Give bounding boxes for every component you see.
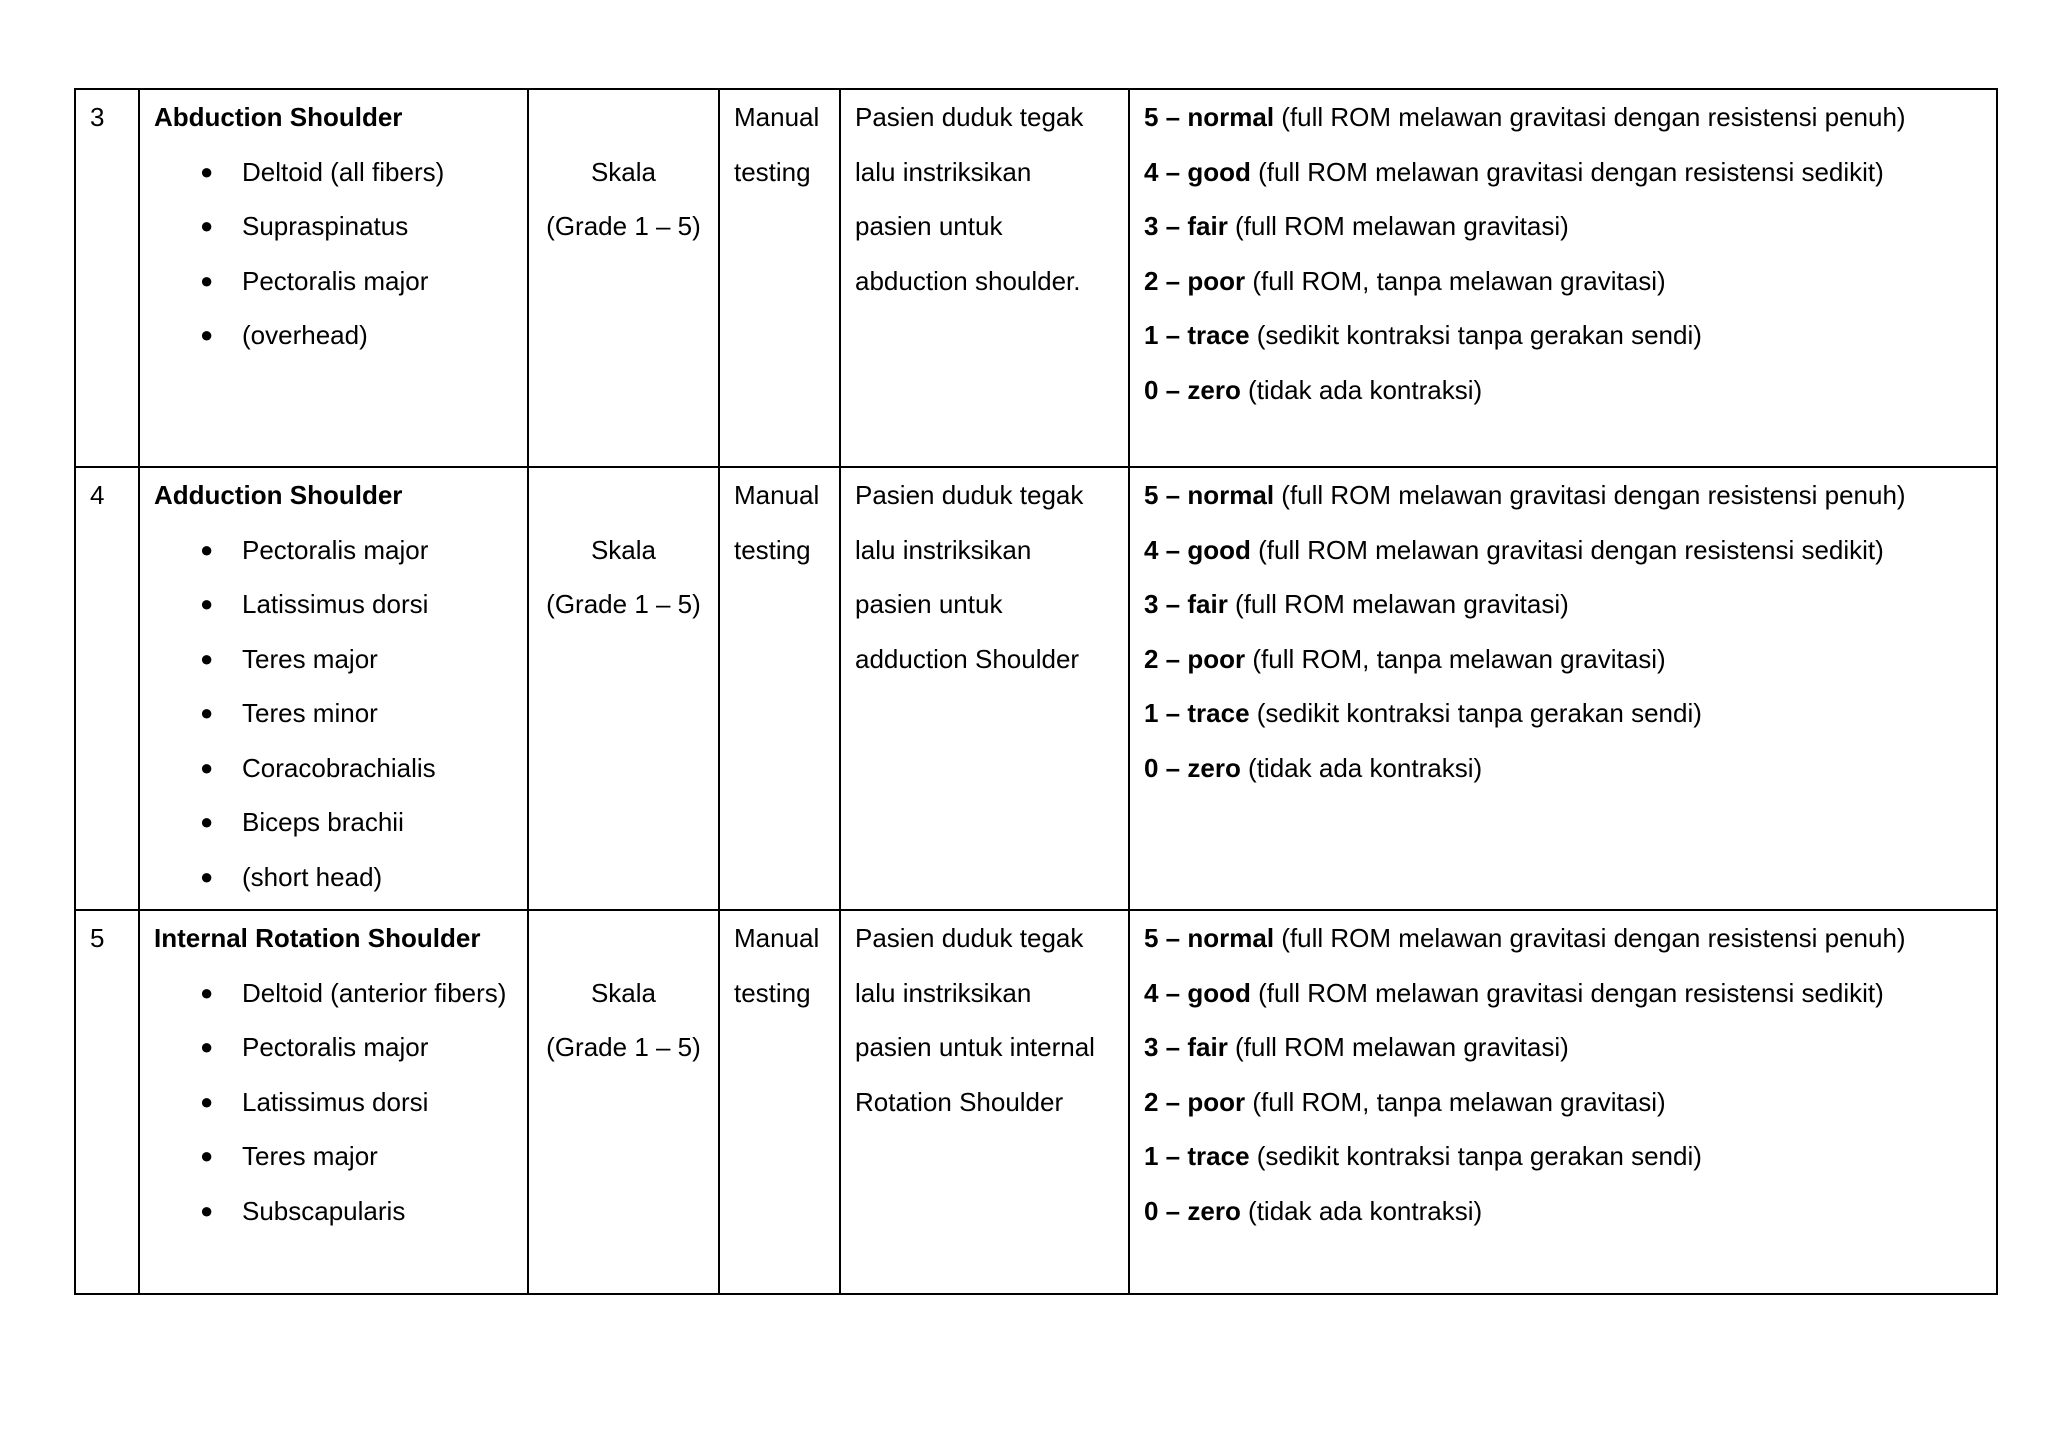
grade-line — [1144, 632, 1996, 687]
procedure-text: lalu instriksikan — [855, 156, 1032, 187]
grade-description: (full ROM melawan gravitasi) — [1227, 211, 1569, 241]
scale-text: (Grade 1 – 5) — [546, 589, 701, 619]
scale-cell — [528, 89, 719, 467]
scale-cell — [528, 910, 719, 1294]
muscle-list-item — [154, 1075, 527, 1130]
grade-line — [1144, 1184, 1996, 1239]
procedure-cell — [840, 467, 1129, 910]
procedure-text: lalu instriksikan — [855, 977, 1032, 1008]
scale-text: (Grade 1 – 5) — [546, 211, 701, 241]
table-row — [75, 89, 1997, 467]
movement-cell — [139, 467, 528, 910]
grade-label: 0 – zero — [1144, 752, 1241, 783]
tool-text: Manual — [734, 480, 820, 510]
grade-description: (full ROM melawan gravitasi dengan resistensi penuh) — [1274, 923, 1906, 953]
muscle-list-item — [154, 850, 527, 905]
tool-text: testing — [734, 534, 811, 565]
grade-label: 3 – fair — [1144, 211, 1228, 241]
muscle-name: Coracobrachialis — [242, 752, 436, 783]
bullet-icon: ● — [200, 809, 214, 834]
muscle-name: (short head) — [242, 861, 383, 892]
bullet-icon: ● — [200, 645, 214, 671]
procedure-cell — [840, 89, 1129, 467]
bullet-icon: ● — [200, 1088, 214, 1114]
table-row — [75, 467, 1997, 910]
grade-label: 5 – normal — [1144, 102, 1275, 132]
tool-cell — [719, 89, 840, 467]
bullet-icon: ● — [200, 754, 214, 780]
grade-description: (full ROM melawan gravitasi dengan resistensi sedikit) — [1250, 534, 1884, 565]
grades-cell — [1129, 910, 1997, 1294]
grade-description: (full ROM melawan gravitasi dengan resistensi penuh) — [1274, 480, 1906, 510]
grade-description: (full ROM melawan gravitasi dengan resistensi sedikit) — [1250, 977, 1884, 1008]
grade-label: 5 – normal — [1144, 480, 1275, 510]
movement-cell — [139, 89, 528, 467]
grade-line — [1144, 145, 1996, 200]
spacer — [529, 468, 718, 523]
grade-label: 2 – poor — [1144, 265, 1246, 296]
muscle-list-item — [154, 199, 527, 254]
muscle-list-item — [154, 741, 527, 796]
tool-cell — [719, 910, 840, 1294]
row-number-cell — [75, 467, 139, 910]
grade-line — [1144, 468, 1996, 523]
grade-line — [1144, 911, 1996, 966]
grade-description: (sedikit kontraksi tanpa gerakan sendi) — [1249, 320, 1702, 350]
row-number: 4 — [90, 480, 105, 510]
movement-title: Internal Rotation Shoulder — [154, 923, 481, 953]
grade-label: 1 – trace — [1144, 320, 1250, 350]
scale-text: Skala — [590, 156, 657, 187]
grade-label: 1 – trace — [1144, 698, 1250, 728]
grade-line — [1144, 1020, 1996, 1075]
procedure-text: Rotation Shoulder — [855, 1086, 1064, 1117]
grade-line — [1144, 686, 1996, 741]
muscle-name: Pectoralis major — [242, 265, 429, 296]
grade-label: 5 – normal — [1144, 923, 1275, 953]
bullet-icon: ● — [200, 591, 214, 616]
muscle-list — [154, 523, 527, 905]
row-number: 3 — [90, 102, 105, 132]
grade-line — [1144, 1129, 1996, 1184]
procedure-text: lalu instriksikan — [855, 534, 1032, 565]
grade-label: 3 – fair — [1144, 589, 1228, 619]
grade-line — [1144, 254, 1996, 309]
procedure-text: pasien untuk — [855, 589, 1003, 619]
procedure-text: Pasien duduk tegak — [855, 923, 1084, 953]
spacer — [529, 911, 718, 966]
bullet-icon: ● — [200, 213, 214, 238]
muscle-list-item — [154, 308, 527, 363]
procedure-text: abduction shoulder. — [855, 265, 1081, 296]
muscle-name: Latissimus dorsi — [242, 589, 429, 619]
grade-line — [1144, 308, 1996, 363]
muscle-name: Supraspinatus — [242, 211, 409, 241]
grades-cell — [1129, 89, 1997, 467]
grade-description: (full ROM melawan gravitasi) — [1227, 1032, 1569, 1062]
procedure-text: adduction Shoulder — [855, 643, 1080, 674]
grade-label: 0 – zero — [1144, 1195, 1241, 1226]
procedure-text: pasien untuk internal — [855, 1032, 1095, 1062]
row-number-cell — [75, 910, 139, 1294]
tool-text: testing — [734, 156, 811, 187]
muscle-list-item — [154, 577, 527, 632]
grade-label: 3 – fair — [1144, 1032, 1228, 1062]
scale-text: Skala — [590, 534, 657, 565]
grade-label: 4 – good — [1144, 534, 1251, 565]
grade-label: 0 – zero — [1144, 374, 1241, 405]
muscle-list-item — [154, 632, 527, 687]
bullet-icon: ● — [200, 1197, 214, 1223]
bullet-icon: ● — [200, 267, 214, 293]
movement-cell — [139, 910, 528, 1294]
muscle-name: Deltoid (all fibers) — [242, 156, 445, 187]
muscle-list-item — [154, 254, 527, 309]
grade-description: (full ROM, tanpa melawan gravitasi) — [1245, 265, 1666, 296]
muscle-list — [154, 145, 527, 363]
procedure-text: pasien untuk — [855, 211, 1003, 241]
procedure-text: Pasien duduk tegak — [855, 102, 1084, 132]
muscle-list-item — [154, 523, 527, 578]
muscle-name: Pectoralis major — [242, 1032, 429, 1062]
muscle-list-item — [154, 1184, 527, 1239]
grade-line — [1144, 523, 1996, 578]
muscle-name: (overhead) — [242, 320, 368, 350]
muscle-testing-table — [74, 88, 1998, 1295]
grade-description: (full ROM melawan gravitasi) — [1227, 589, 1569, 619]
bullet-icon: ● — [200, 158, 214, 184]
procedure-text: Pasien duduk tegak — [855, 480, 1084, 510]
bullet-icon: ● — [200, 536, 214, 562]
table-row — [75, 910, 1997, 1294]
tool-text: Manual — [734, 923, 820, 953]
bullet-icon: ● — [200, 322, 214, 347]
row-number: 5 — [90, 923, 105, 953]
muscle-name: Teres major — [242, 1141, 378, 1171]
muscle-name: Deltoid (anterior fibers) — [242, 977, 507, 1008]
muscle-list — [154, 966, 527, 1239]
grade-line — [1144, 199, 1996, 254]
grade-line — [1144, 90, 1996, 145]
procedure-cell — [840, 910, 1129, 1294]
grade-label: 2 – poor — [1144, 643, 1246, 674]
muscle-name: Teres minor — [242, 698, 378, 728]
grade-description: (tidak ada kontraksi) — [1240, 1195, 1483, 1226]
grade-description: (sedikit kontraksi tanpa gerakan sendi) — [1249, 1141, 1702, 1171]
bullet-icon: ● — [200, 1034, 214, 1059]
muscle-list-item — [154, 1129, 527, 1184]
grade-line — [1144, 577, 1996, 632]
grade-label: 2 – poor — [1144, 1086, 1246, 1117]
grade-label: 4 – good — [1144, 156, 1251, 187]
grade-line — [1144, 741, 1996, 796]
bullet-icon: ● — [200, 863, 214, 889]
tool-text: Manual — [734, 102, 820, 132]
muscle-list-item — [154, 795, 527, 850]
muscle-name: Latissimus dorsi — [242, 1086, 429, 1117]
grade-description: (tidak ada kontraksi) — [1240, 374, 1483, 405]
grade-label: 4 – good — [1144, 977, 1251, 1008]
scale-text: (Grade 1 – 5) — [546, 1032, 701, 1062]
tool-text: testing — [734, 977, 811, 1008]
movement-title: Adduction Shoulder — [154, 480, 403, 510]
grade-line — [1144, 1075, 1996, 1130]
muscle-list-item — [154, 1020, 527, 1075]
muscle-name: Biceps brachii — [242, 807, 404, 837]
muscle-list-item — [154, 966, 527, 1021]
muscle-list-item — [154, 686, 527, 741]
grades-cell — [1129, 467, 1997, 910]
bullet-icon: ● — [200, 979, 214, 1005]
spacer — [529, 90, 718, 145]
tool-cell — [719, 467, 840, 910]
bullet-icon: ● — [200, 700, 214, 725]
row-number-cell — [75, 89, 139, 467]
grade-description: (full ROM, tanpa melawan gravitasi) — [1245, 1086, 1666, 1117]
grade-line — [1144, 363, 1996, 418]
muscle-name: Pectoralis major — [242, 534, 429, 565]
grade-line — [1144, 966, 1996, 1021]
movement-title: Abduction Shoulder — [154, 102, 403, 132]
muscle-name: Teres major — [242, 643, 378, 674]
scale-cell — [528, 467, 719, 910]
grade-description: (full ROM, tanpa melawan gravitasi) — [1245, 643, 1666, 674]
muscle-name: Subscapularis — [242, 1195, 406, 1226]
grade-description: (sedikit kontraksi tanpa gerakan sendi) — [1249, 698, 1702, 728]
grade-description: (tidak ada kontraksi) — [1240, 752, 1483, 783]
bullet-icon: ● — [200, 1143, 214, 1168]
grade-label: 1 – trace — [1144, 1141, 1250, 1171]
muscle-list-item — [154, 145, 527, 200]
scale-text: Skala — [590, 977, 657, 1008]
grade-description: (full ROM melawan gravitasi dengan resistensi sedikit) — [1250, 156, 1884, 187]
grade-description: (full ROM melawan gravitasi dengan resistensi penuh) — [1274, 102, 1906, 132]
